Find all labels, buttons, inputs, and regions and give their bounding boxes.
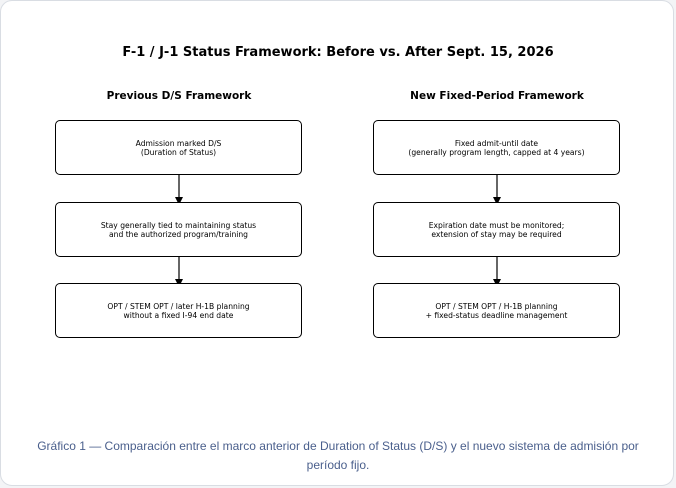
left-step-2-box: [55, 202, 302, 257]
right-step-3-box: [373, 283, 620, 338]
right-step-2-line2: extension of stay may be required: [431, 229, 562, 239]
left-step-2-line1: Stay generally tied to maintaining status: [100, 220, 257, 230]
right-step-2-line1: Expiration date must be monitored;: [428, 220, 565, 230]
right-step-2-box: [373, 202, 620, 257]
left-step-3-line1: OPT / STEM OPT / later H-1B planning: [107, 301, 250, 311]
diagram-title: F-1 / J-1 Status Framework: Before vs. After Sept. 15, 2026: [122, 45, 554, 60]
right-step-1-line2: (generally program length, capped at 4 years): [408, 147, 585, 157]
right-step-3-line1: OPT / STEM OPT / H-1B planning: [435, 301, 558, 311]
left-column-title: Previous D/S Framework: [106, 90, 252, 102]
right-step-1-line1: Fixed admit-until date: [454, 138, 539, 148]
left-step-1-line2: (Duration of Status): [140, 147, 217, 157]
left-step-3-line2: without a fixed I-94 end date: [123, 310, 234, 320]
left-step-2-line2: and the authorized program/training: [109, 229, 248, 239]
right-column-title: New Fixed-Period Framework: [410, 90, 584, 102]
figure-caption: Gráfico 1 — Comparación entre el marco anterior de Duration of Status (D/S) y el nuevo sistema de admisión por período fijo.: [37, 439, 639, 472]
left-step-1-box: [55, 120, 302, 175]
right-step-1-box: [373, 120, 620, 175]
right-step-3-line2: + fixed-status deadline management: [425, 310, 568, 320]
left-step-1-line1: Admission marked D/S: [135, 138, 222, 148]
left-step-3-box: [55, 283, 302, 338]
